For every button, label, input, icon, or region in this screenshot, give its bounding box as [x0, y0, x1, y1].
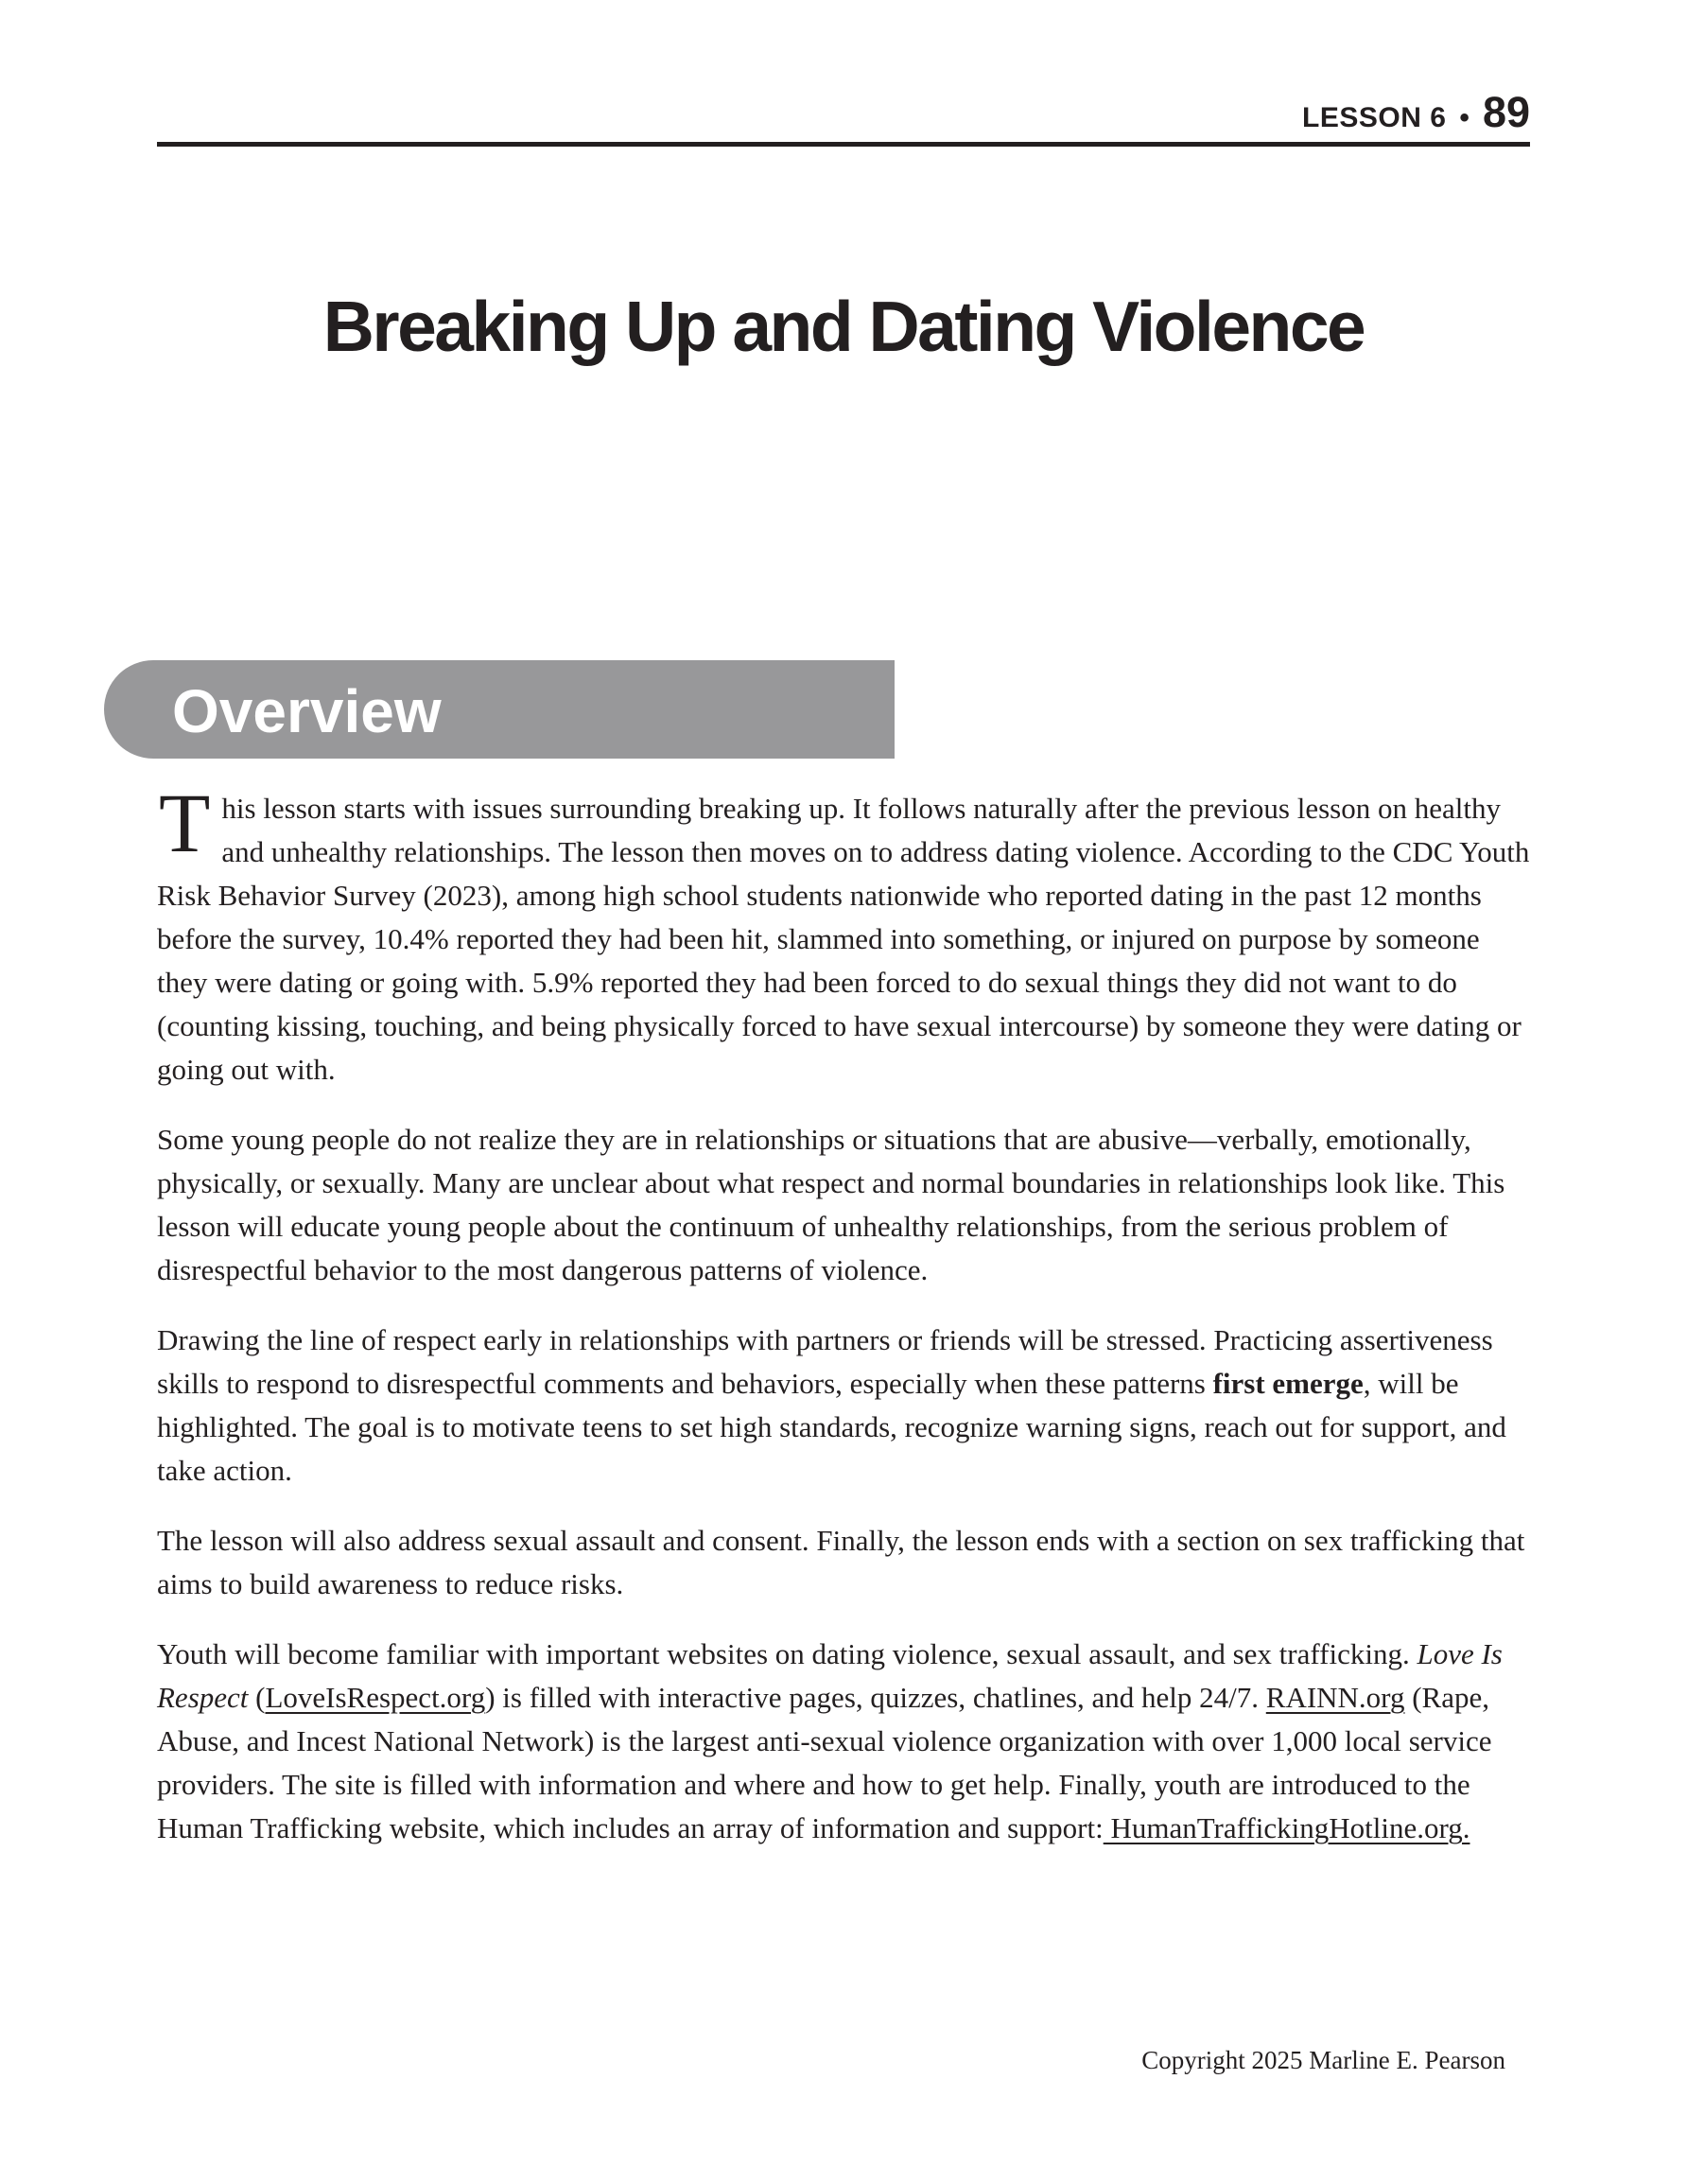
text-run: his lesson starts with issues surrounding breaking up. It follows naturally after the previous lesson on healthy and unhealthy relationships. The lesson then moves on to address dating violence. According to the CDC Youth Risk Behavior Survey (2023), among high school students nationwide who reported dating in the past 12 months before the survey, 10.4% reported they had been hit, slammed into something, or injured on purpose by someone they were dating or going with. 5.9% reported they had been forced to do sexual things they did not want to do (counting kissing, touching, and being physically forced to have sexual intercourse) by someone they were dating or going out with. — [157, 792, 1530, 1086]
body-text — [157, 778, 1530, 1850]
drop-cap: T — [159, 778, 211, 870]
lesson-label: LESSON 6 — [1302, 102, 1447, 133]
text-run: The lesson will also address sexual assault and consent. Finally, the lesson ends with a section on sex trafficking that aims to build awareness to reduce risks. — [157, 1524, 1525, 1600]
text-run: Love Is Respect — [157, 1637, 1503, 1714]
page-header — [157, 0, 1530, 136]
link-rainn-org[interactable]: RAINN.org — [1265, 1681, 1405, 1714]
page-number: 89 — [1482, 88, 1530, 136]
body-paragraph — [157, 1633, 1530, 1850]
text-run: ) is filled with interactive pages, quizzes, chatlines, and help 24/7. — [485, 1681, 1266, 1714]
text-run: (Rape, Abuse, and Incest National Network) is the largest anti-sexual violence organization with over 1,000 local service providers. The site is filled with information and where and how to get help. Finally, youth are introduced to the Human Trafficking website, which includes an array of information and support: — [157, 1681, 1492, 1844]
section-heading: Overview — [172, 677, 442, 745]
body-paragraph — [157, 1519, 1530, 1606]
text-run: Some young people do not realize they are in relationships or situations that are abusive—verbally, emotionally, physically, or sexually. Many are unclear about what respect and normal boundaries in relationships look like. This lesson will educate young people about the continuum of unhealthy relationships, from the serious problem of disrespectful behavior to the most dangerous patterns of violence. — [157, 1123, 1505, 1286]
page-title: Breaking Up and Dating Violence — [322, 287, 1365, 366]
text-run: first emerge — [1212, 1367, 1364, 1400]
text-run: Youth will become familiar with important websites on dating violence, sexual assault, and sex trafficking. — [157, 1637, 1417, 1670]
text-run: ( — [248, 1681, 266, 1714]
link-loveisrespect-org[interactable]: LoveIsRespect.org — [265, 1681, 486, 1714]
body-paragraph — [157, 1118, 1530, 1292]
link-humantraffickinghotline-org[interactable]: HumanTraffickingHotline.org. — [1103, 1811, 1470, 1844]
text-run: , will be highlighted. The goal is to motivate teens to set high standards, recognize warning signs, reach out for support, and take action. — [157, 1367, 1506, 1487]
copyright-notice: Copyright 2025 Marline E. Pearson — [1141, 2046, 1505, 2074]
section-banner — [104, 660, 895, 759]
body-paragraph — [157, 778, 1530, 1092]
body-paragraph — [157, 1319, 1530, 1493]
text-run: Drawing the line of respect early in relationships with partners or friends will be stressed. Practicing assertiveness skills to respond to disrespectful comments and behaviors, especially when these patterns — [157, 1323, 1493, 1400]
header-bullet-separator: • — [1459, 102, 1470, 133]
header-divider — [157, 142, 1530, 147]
